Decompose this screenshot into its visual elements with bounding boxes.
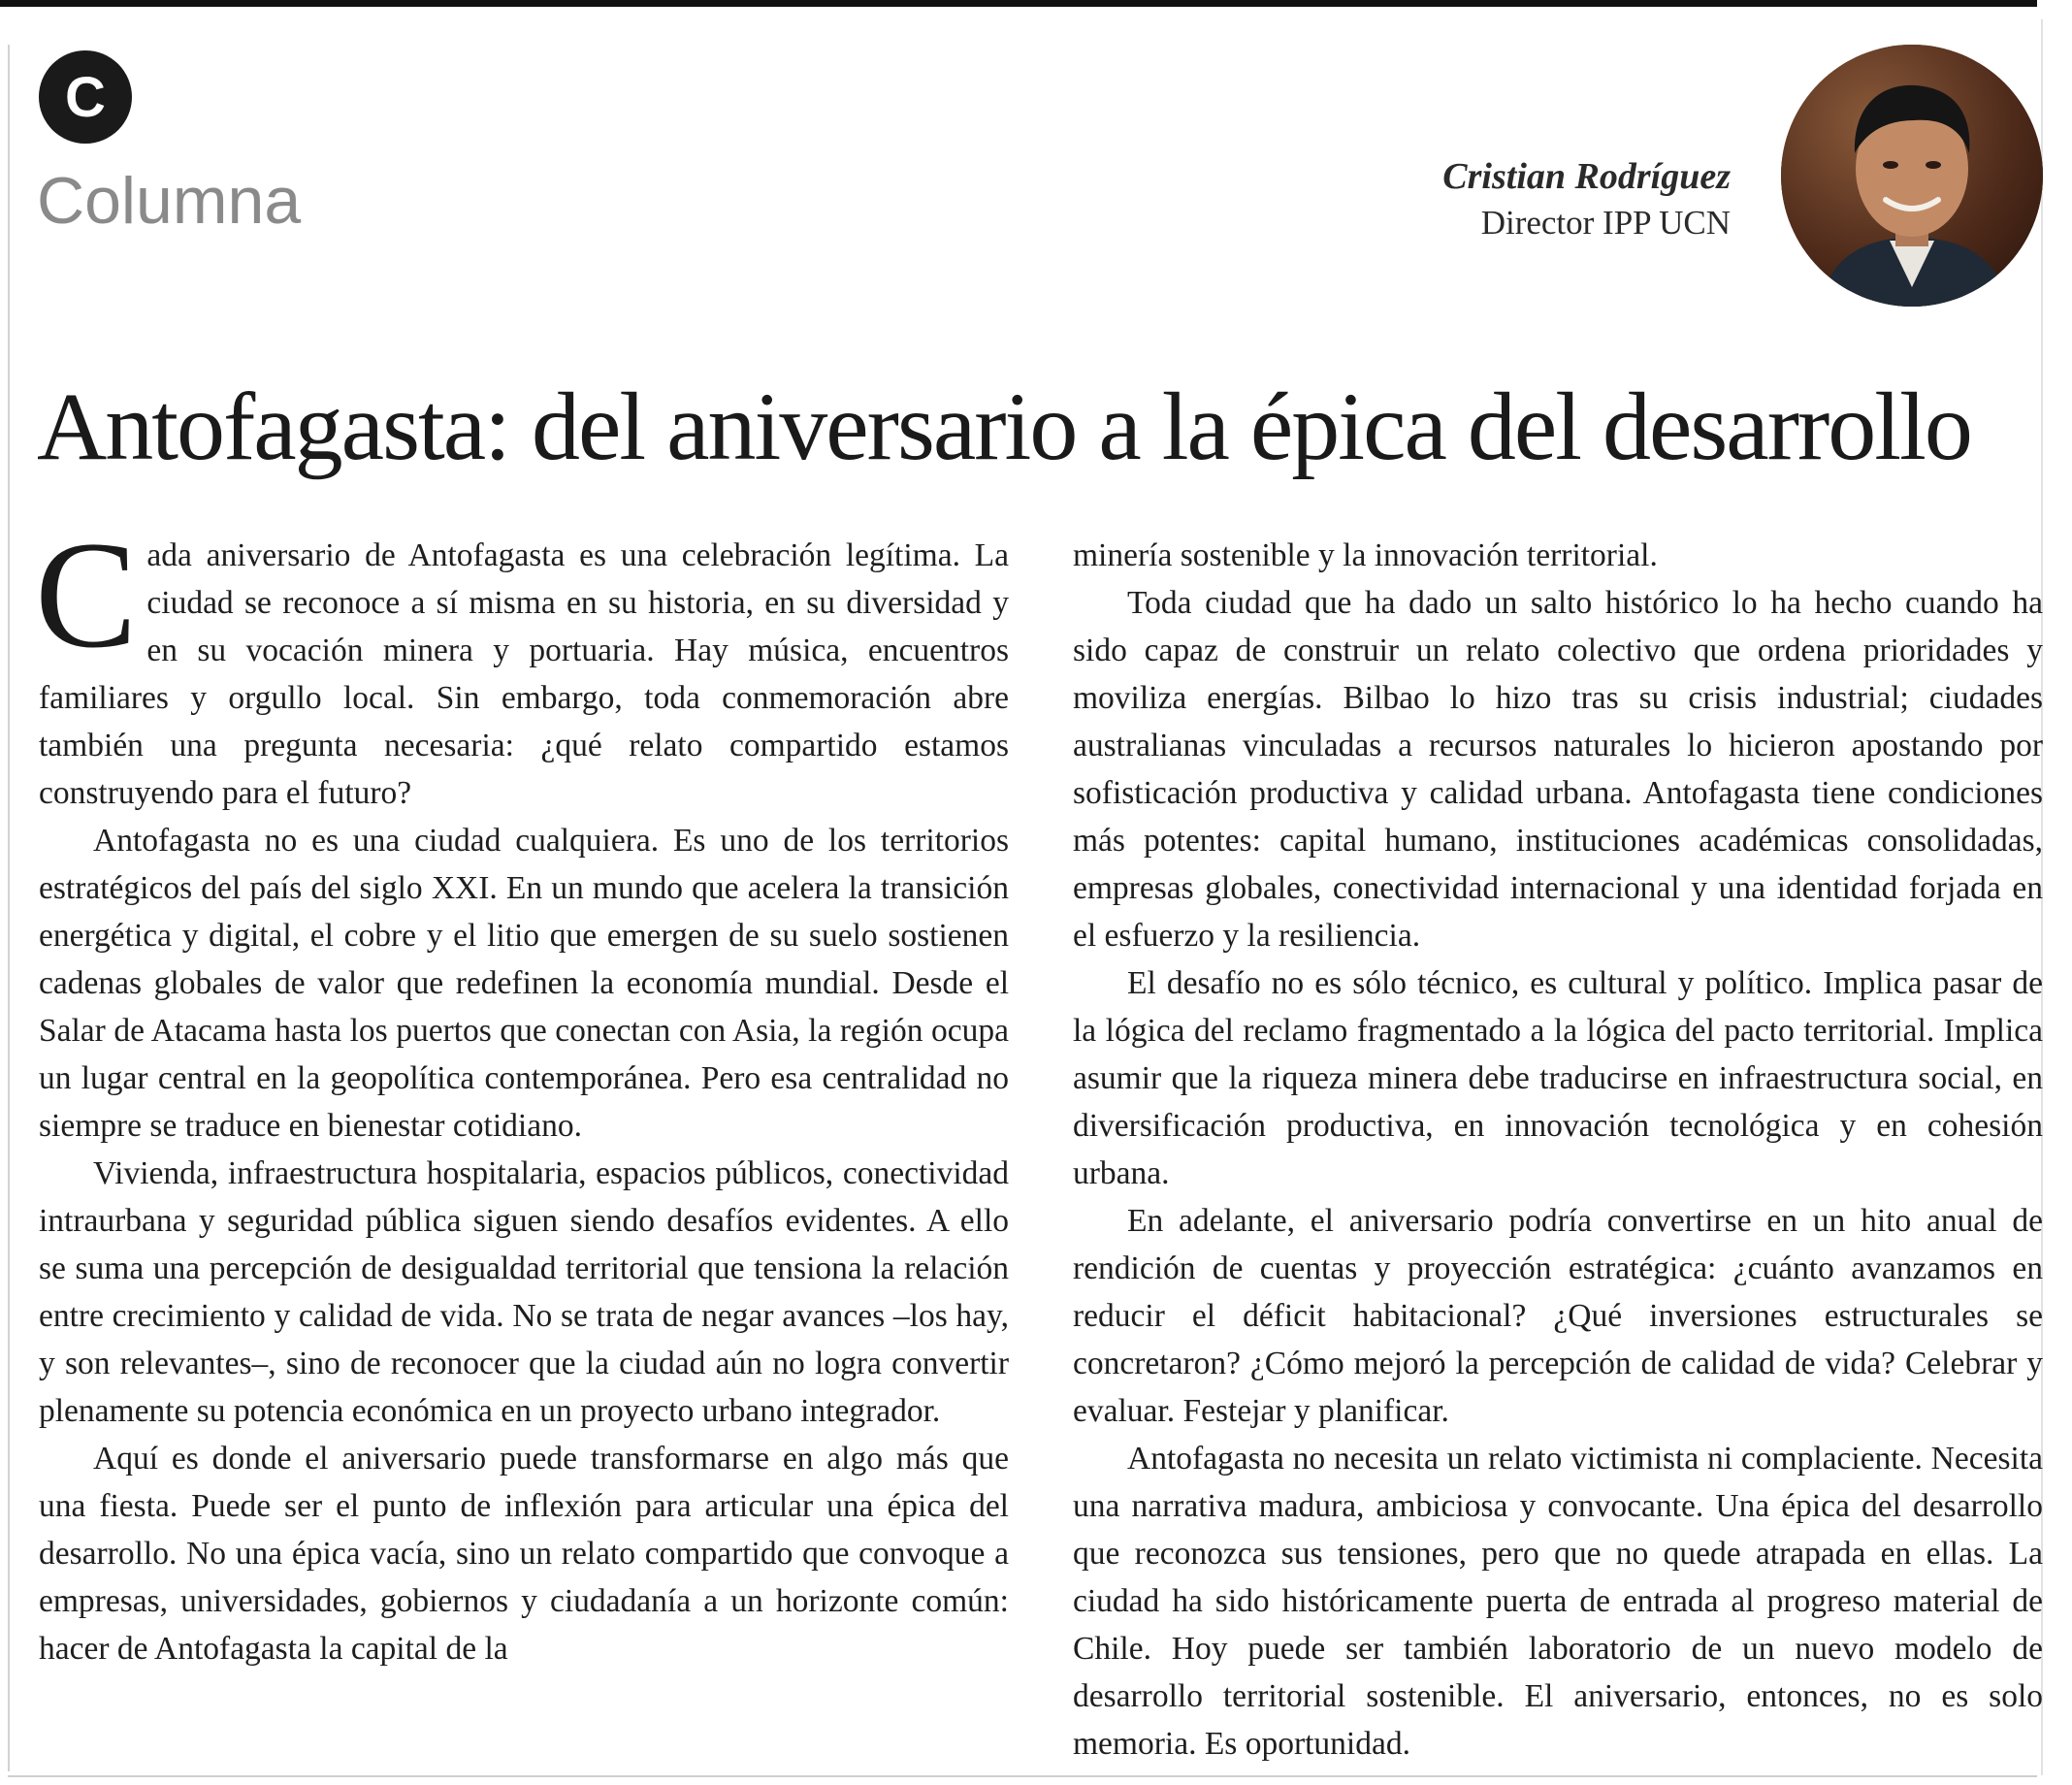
paragraph-2: Antofagasta no es una ciudad cualquiera. Es uno de los territorios estratégicos del país del siglo XXI. En un mundo que acelera la transición energética y digital, el cobre y el litio que emergen de su suelo sostienen cadenas globales de valor que redefinen la economía mundial. Desde el Salar de Atacama hasta los puertos que conectan con Asia, la región ocupa un lugar central en la geopolítica contemporánea. Pero esa centralidad no siempre se traduce en bienestar cotidiano. — [39, 823, 1009, 1144]
paragraph-3: Vivienda, infraestructura hospitalaria, espacios públicos, conectividad intraurbana y seguridad pública siguen siendo desafíos evidentes. A ello se suma una percepción de desigualdad territorial que tensiona la relación entre crecimiento y calidad de vida. No se trata de negar avances –los hay, y son relevantes–, sino de reconocer que la ciudad aún no logra convertir plenamente su potencia económica en un proyecto urbano integrador. — [39, 1155, 1009, 1429]
paragraph-7: En adelante, el aniversario podría convertirse en un hito anual de rendición de cuentas y proyección estratégica: ¿cuánto avanzamos en reducir el déficit habitacional? ¿Qué inversiones estructurales se concretaron? ¿Cómo mejoró la percepción de calidad de vida? Celebrar y evaluar. Festejar y planificar. — [1073, 1203, 2043, 1429]
article-column-left — [35, 510, 1009, 1672]
paragraph-8: Antofagasta no necesita un relato victimista ni complaciente. Necesita una narrativa madura, ambiciosa y convocante. Una épica del desarrollo que reconozca sus tensiones, pero que no quede atrapada en ellas. La ciudad ha sido históricamente puerta de entrada al progreso material de Chile. Hoy puede ser también laboratorio de un nuevo modelo de desarrollo territorial sostenible. El aniversario, entonces, no es solo memoria. Es oportunidad. — [1073, 1441, 2043, 1762]
left-rule — [8, 45, 10, 1771]
article-column-right — [1073, 532, 2043, 1768]
author-name: Cristian Rodríguez — [1442, 156, 1731, 197]
section-badge: C — [39, 50, 132, 144]
paragraph-6: El desafío no es sólo técnico, es cultural y político. Implica pasar de la lógica del reclamo fragmentado a la lógica del pacto territorial. Implica asumir que la riqueza minera debe traducirse en infraestructura social, en diversificación productiva, en innovación tecnológica y en cohesión urbana. — [1073, 965, 2043, 1191]
section-label: Columna — [37, 164, 302, 238]
bottom-rule — [8, 1775, 2037, 1777]
paragraph-4-continued: minería sostenible y la innovación territorial. — [1073, 537, 1658, 573]
paragraph-5: Toda ciudad que ha dado un salto histórico lo ha hecho cuando ha sido capaz de construir un relato colectivo que ordena prioridades y moviliza energías. Bilbao lo hizo tras su crisis industrial; ciudades australianas vinculadas a recursos naturales lo hicieron apostando por sofisticación productiva y calidad urbana. Antofagasta tiene condiciones más potentes: capital humano, instituciones académicas consolidadas, empresas globales, conectividad internacional y una identidad forjada en el esfuerzo y la resiliencia. — [1073, 585, 2043, 954]
paragraph-1 — [35, 510, 1009, 817]
headline: Antofagasta: del aniversario a la épica del desarrollo — [37, 373, 1971, 480]
top-rule — [0, 0, 2037, 7]
paragraph-4: Aquí es donde el aniversario puede transformarse en algo más que una fiesta. Puede ser el punto de inflexión para articular una épica del desarrollo. No una épica vacía, sino un relato compartido que convoque a empresas, universidades, gobiernos y ciudadanía a un horizonte común: hacer de Antofagasta la capital de la — [39, 1441, 1009, 1667]
author-portrait-icon — [1781, 45, 2043, 307]
paragraph-1-text: ada aniversario de Antofagasta es una celebración legítima. La ciudad se reconoce a sí misma en su historia, en su diversidad y en su vocación minera y portuaria. Hay música, encuentros familiares y orgullo local. Sin embargo, toda conmemoración abre también una pregunta necesaria: ¿qué relato compartido estamos construyendo para el futuro? — [39, 537, 1009, 811]
drop-cap: C — [35, 510, 138, 680]
author-role: Director IPP UCN — [1480, 204, 1731, 242]
author-photo — [1781, 45, 2043, 307]
